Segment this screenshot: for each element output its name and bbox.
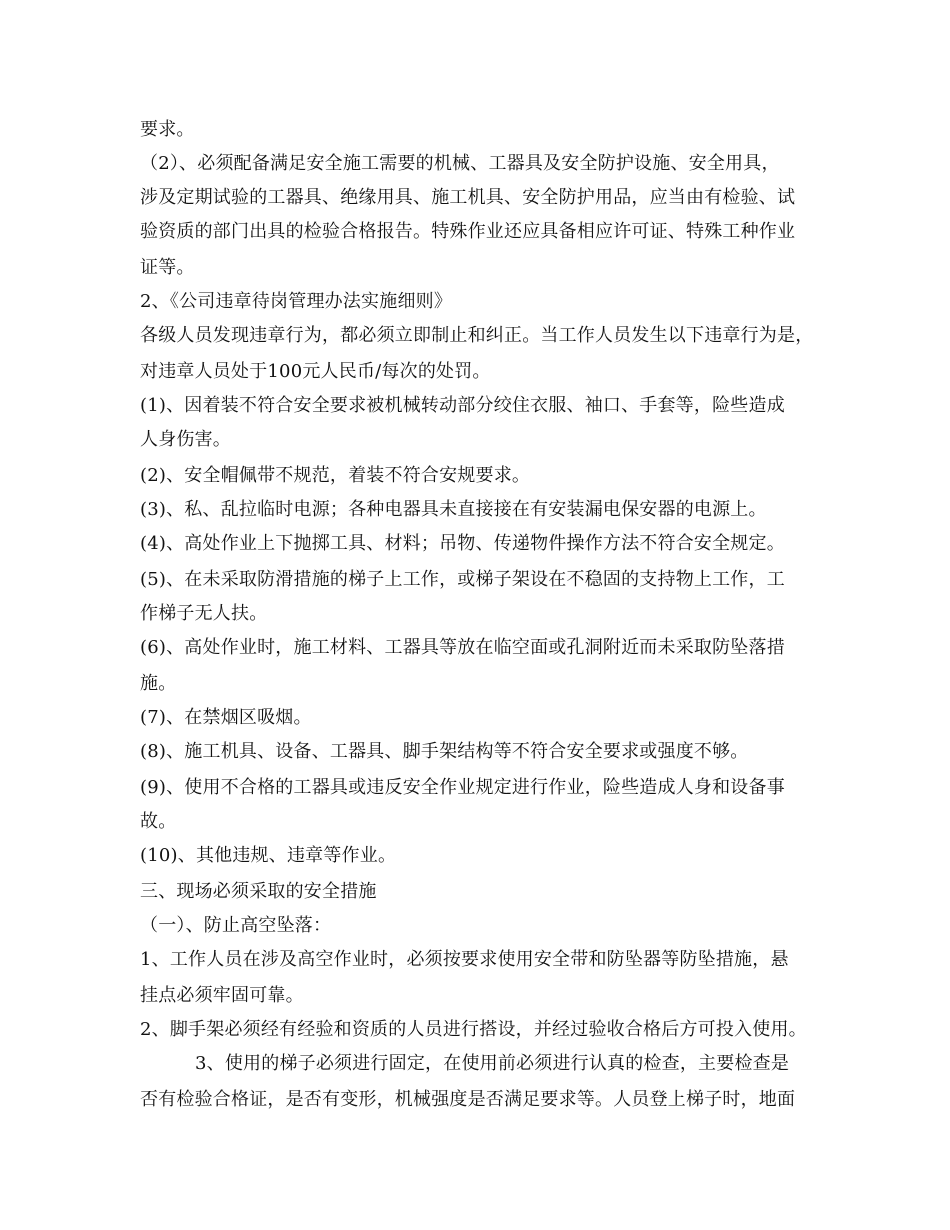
list-item: (3)、私、乱拉临时电源；各种电器具未直接接在有安装漏电保安器的电源上。	[140, 499, 767, 520]
text-line: 证等。	[140, 257, 195, 278]
text-line: 验资质的部门出具的检验合格报告。特殊作业还应具备相应许可证、特殊工种作业	[140, 221, 796, 242]
subsection-heading: （一）、防止高空坠落：	[140, 915, 332, 936]
section-heading: 三、现场必须采取的安全措施	[140, 881, 377, 902]
list-item: (6)、高处作业时，施工材料、工器具等放在临空面或孔洞附近而未采取防坠落措	[140, 637, 785, 658]
list-item: (10)、其他违规、违章等作业。	[140, 845, 397, 866]
text-line: （2）、必须配备满足安全施工需要的机械、工器具及安全防护设施、安全用具，	[140, 153, 780, 174]
text-line: 要求。	[140, 119, 195, 140]
list-item: 1、工作人员在涉及高空作业时，必须按要求使用安全带和防坠器等防坠措施，悬	[140, 949, 789, 970]
list-item: (9)、使用不合格的工器具或违反安全作业规定进行作业，险些造成人身和设备事	[140, 777, 785, 798]
list-item: (1)、因着装不符合安全要求被机械转动部分绞住衣服、袖口、手套等，险些造成	[140, 395, 785, 416]
text-line: 涉及定期试验的工器具、绝缘用具、施工机具、安全防护用品，应当由有检验、试	[140, 187, 796, 208]
text-line: 人身伤害。	[140, 429, 231, 450]
section-heading: 2、《公司违章待岗管理办法实施细则》	[140, 291, 453, 312]
list-item: (2)、安全帽佩带不规范，着装不符合安规要求。	[140, 465, 531, 486]
list-item: (8)、施工机具、设备、工器具、脚手架结构等不符合安全要求或强度不够。	[140, 741, 749, 762]
list-item: (7)、在禁烟区吸烟。	[140, 707, 312, 728]
text-line: 施。	[140, 673, 177, 694]
text-line: 挂点必须牢固可靠。	[140, 985, 304, 1006]
text-line: 对违章人员处于100元人民币/每次的处罚。	[140, 361, 491, 382]
text-line: 各级人员发现违章行为，都必须立即制止和纠正。当工作人员发生以下违章行为是，	[140, 325, 814, 346]
text-line: 故。	[140, 811, 177, 832]
list-item: (5)、在未采取防滑措施的梯子上工作，或梯子架设在不稳固的支持物上工作，工	[140, 569, 785, 590]
text-line: 否有检验合格证，是否有变形，机械强度是否满足要求等。人员登上梯子时，地面	[140, 1089, 796, 1110]
list-item: (4)、高处作业上下抛掷工具、材料；吊物、传递物件操作方法不符合安全规定。	[140, 533, 785, 554]
list-item: 2、脚手架必须经有经验和资质的人员进行搭设，并经过验收合格后方可投入使用。	[140, 1019, 807, 1040]
text-line: 作梯子无人扶。	[140, 603, 268, 624]
list-item: 3、使用的梯子必须进行固定，在使用前必须进行认真的检查，主要检查是	[195, 1053, 790, 1074]
